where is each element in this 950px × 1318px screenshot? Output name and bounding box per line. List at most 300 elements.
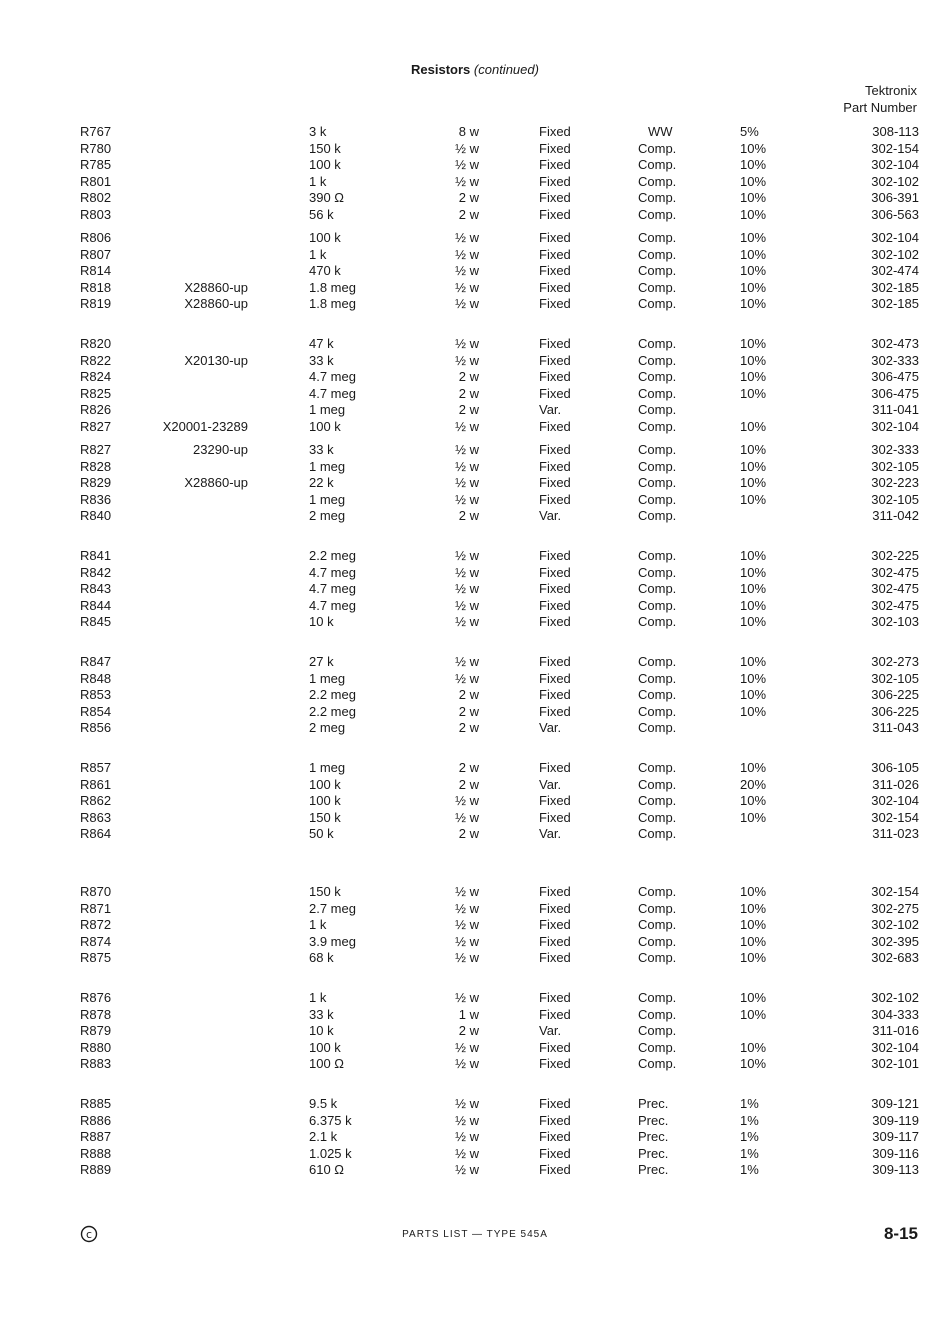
construction: Comp. bbox=[638, 336, 677, 351]
construction: Comp. bbox=[638, 385, 677, 401]
construction: Comp. bbox=[638, 190, 677, 206]
table-row bbox=[0, 190, 950, 207]
svg-text:c: c bbox=[85, 1228, 93, 1241]
part-number: 302-333 bbox=[871, 352, 919, 368]
tolerance: 10% bbox=[740, 670, 767, 686]
wattage: ½ w bbox=[455, 263, 479, 279]
resistance-value: 3.9 meg bbox=[309, 933, 356, 949]
circuit-number: R876 bbox=[80, 990, 112, 1005]
resistor-type: Fixed bbox=[539, 1112, 571, 1128]
resistor-type: Fixed bbox=[539, 950, 571, 966]
tolerance: 10% bbox=[740, 263, 767, 279]
table-row bbox=[0, 369, 950, 386]
part-number: 302-102 bbox=[871, 246, 919, 262]
tolerance: 10% bbox=[740, 173, 767, 189]
construction: Comp. bbox=[638, 508, 677, 524]
circuit-number: R857 bbox=[80, 760, 112, 775]
circuit-number: R802 bbox=[80, 190, 112, 206]
table-row bbox=[0, 793, 950, 810]
construction: Comp. bbox=[638, 950, 677, 966]
wattage: ½ w bbox=[455, 900, 479, 916]
resistance-value: 10 k bbox=[309, 614, 334, 630]
wattage: ½ w bbox=[455, 809, 479, 825]
resistor-type: Fixed bbox=[539, 614, 571, 630]
resistor-type: Fixed bbox=[539, 1162, 571, 1178]
row-group bbox=[0, 124, 950, 230]
circuit-number: R801 bbox=[80, 173, 112, 189]
tolerance: 10% bbox=[740, 564, 767, 580]
title-suffix: (continued) bbox=[473, 62, 539, 77]
resistance-value: 22 k bbox=[309, 475, 334, 491]
table-row bbox=[0, 1007, 950, 1024]
table-row bbox=[0, 263, 950, 280]
construction: Comp. bbox=[638, 670, 677, 686]
page-number: 8-15 bbox=[883, 1224, 918, 1243]
construction: Comp. bbox=[638, 442, 677, 457]
construction: Comp. bbox=[638, 826, 677, 842]
table-row bbox=[0, 230, 950, 247]
part-number: 302-102 bbox=[871, 917, 919, 933]
circuit-number: R875 bbox=[80, 950, 112, 966]
resistance-value: 4.7 meg bbox=[309, 597, 356, 613]
table-row bbox=[0, 934, 950, 951]
tolerance: 10% bbox=[740, 336, 767, 351]
construction: Comp. bbox=[638, 776, 677, 792]
circuit-number: R841 bbox=[80, 548, 112, 563]
table-row bbox=[0, 442, 950, 459]
wattage: 2 w bbox=[458, 703, 479, 719]
circuit-number: R807 bbox=[80, 246, 112, 262]
resistance-value: 2 meg bbox=[309, 508, 346, 524]
resistor-type: Fixed bbox=[539, 900, 571, 916]
table-row bbox=[0, 826, 950, 843]
resistance-value: 4.7 meg bbox=[309, 385, 356, 401]
part-number: 302-273 bbox=[871, 654, 919, 669]
circuit-number: R843 bbox=[80, 581, 112, 597]
construction: Comp. bbox=[638, 614, 677, 630]
tolerance: 10% bbox=[740, 703, 767, 719]
resistor-type: Fixed bbox=[539, 190, 571, 206]
part-number: 311-026 bbox=[872, 776, 919, 792]
row-group bbox=[0, 548, 950, 654]
tolerance: 10% bbox=[740, 458, 767, 474]
construction: Comp. bbox=[638, 402, 677, 418]
wattage: ½ w bbox=[455, 1162, 479, 1178]
serial-range: X20001-23289 bbox=[162, 418, 248, 434]
resistance-value: 1 k bbox=[309, 990, 327, 1005]
serial-range: X28860-up bbox=[184, 296, 248, 312]
tolerance: 1% bbox=[740, 1096, 759, 1111]
col-head-line2: Part Number bbox=[843, 100, 917, 115]
construction: Comp. bbox=[638, 809, 677, 825]
circuit-number: R888 bbox=[80, 1145, 112, 1161]
table-row bbox=[0, 884, 950, 901]
wattage: ½ w bbox=[455, 670, 479, 686]
table-row bbox=[0, 1146, 950, 1163]
table-row bbox=[0, 508, 950, 525]
wattage: ½ w bbox=[455, 246, 479, 262]
part-number: 302-154 bbox=[871, 140, 919, 156]
tolerance: 10% bbox=[740, 884, 767, 899]
table-row bbox=[0, 704, 950, 721]
circuit-number: R819 bbox=[80, 296, 112, 312]
circuit-number: R880 bbox=[80, 1039, 112, 1055]
resistance-value: 4.7 meg bbox=[309, 564, 356, 580]
construction: Comp. bbox=[638, 720, 677, 736]
resistor-type: Fixed bbox=[539, 654, 571, 669]
table-row bbox=[0, 950, 950, 967]
resistance-value: 3 k bbox=[309, 124, 327, 139]
part-number: 302-223 bbox=[871, 475, 919, 491]
wattage: 1 w bbox=[458, 1006, 479, 1022]
tolerance: 10% bbox=[740, 933, 767, 949]
circuit-number: R827 bbox=[80, 442, 112, 457]
table-row bbox=[0, 353, 950, 370]
circuit-number: R827 bbox=[80, 418, 112, 434]
resistor-type: Fixed bbox=[539, 1056, 571, 1072]
resistor-type: Fixed bbox=[539, 687, 571, 703]
table-row bbox=[0, 777, 950, 794]
construction: WW bbox=[648, 124, 673, 139]
resistance-value: 1 k bbox=[309, 173, 327, 189]
circuit-number: R822 bbox=[80, 352, 112, 368]
circuit-number: R836 bbox=[80, 491, 112, 507]
wattage: ½ w bbox=[455, 654, 479, 669]
wattage: ½ w bbox=[455, 597, 479, 613]
tolerance: 10% bbox=[740, 809, 767, 825]
tolerance: 10% bbox=[740, 760, 767, 775]
resistor-type: Fixed bbox=[539, 385, 571, 401]
resistor-type: Fixed bbox=[539, 884, 571, 899]
resistor-type: Var. bbox=[539, 720, 562, 736]
resistance-value: 10 k bbox=[309, 1023, 334, 1039]
construction: Comp. bbox=[638, 917, 677, 933]
wattage: ½ w bbox=[455, 279, 479, 295]
circuit-number: R854 bbox=[80, 703, 112, 719]
resistor-type: Fixed bbox=[539, 458, 571, 474]
construction: Comp. bbox=[638, 1056, 677, 1072]
construction: Comp. bbox=[638, 581, 677, 597]
part-number: 302-475 bbox=[871, 597, 919, 613]
tolerance: 10% bbox=[740, 246, 767, 262]
tolerance: 10% bbox=[740, 1056, 767, 1072]
wattage: ½ w bbox=[455, 442, 479, 457]
table-row bbox=[0, 459, 950, 476]
col-head-line1: Tektronix bbox=[864, 83, 917, 98]
wattage: ½ w bbox=[455, 1145, 479, 1161]
tolerance: 10% bbox=[740, 279, 767, 295]
circuit-number: R803 bbox=[80, 206, 112, 222]
table-row bbox=[0, 581, 950, 598]
resistance-value: 1 meg bbox=[309, 760, 346, 775]
resistance-value: 33 k bbox=[309, 1006, 334, 1022]
table-row bbox=[0, 1096, 950, 1113]
resistance-value: 33 k bbox=[309, 442, 334, 457]
resistor-type: Fixed bbox=[539, 230, 571, 245]
part-number: 302-105 bbox=[871, 458, 919, 474]
construction: Comp. bbox=[638, 760, 677, 775]
table-row bbox=[0, 419, 950, 436]
circuit-number: R845 bbox=[80, 614, 112, 630]
resistance-value: 47 k bbox=[309, 336, 334, 351]
wattage: ½ w bbox=[455, 336, 479, 351]
construction: Prec. bbox=[638, 1096, 669, 1111]
part-number: 308-113 bbox=[872, 124, 919, 139]
wattage: ½ w bbox=[455, 418, 479, 434]
resistance-value: 150 k bbox=[309, 809, 341, 825]
construction: Comp. bbox=[638, 263, 677, 279]
row-group bbox=[0, 442, 950, 548]
part-number: 306-225 bbox=[871, 687, 919, 703]
resistor-type: Fixed bbox=[539, 564, 571, 580]
resistor-type: Fixed bbox=[539, 336, 571, 351]
construction: Prec. bbox=[638, 1112, 669, 1128]
tolerance: 10% bbox=[740, 654, 767, 669]
serial-range: X28860-up bbox=[184, 279, 248, 295]
table-row bbox=[0, 124, 950, 141]
resistance-value: 68 k bbox=[309, 950, 334, 966]
construction: Comp. bbox=[638, 793, 677, 809]
resistor-type: Fixed bbox=[539, 246, 571, 262]
table-row bbox=[0, 1056, 950, 1073]
wattage: ½ w bbox=[455, 157, 479, 173]
circuit-number: R863 bbox=[80, 809, 112, 825]
part-number: 302-103 bbox=[871, 614, 919, 630]
tolerance: 10% bbox=[740, 190, 767, 206]
wattage: ½ w bbox=[455, 884, 479, 899]
footer-title: PARTS LIST — TYPE 545A bbox=[402, 1229, 548, 1240]
tolerance: 10% bbox=[740, 581, 767, 597]
part-number: 302-105 bbox=[871, 670, 919, 686]
resistance-value: 1 meg bbox=[309, 491, 346, 507]
tolerance: 10% bbox=[740, 140, 767, 156]
part-number: 302-105 bbox=[871, 491, 919, 507]
part-number: 306-475 bbox=[871, 385, 919, 401]
tolerance: 10% bbox=[740, 369, 767, 385]
resistance-value: 6.375 k bbox=[309, 1112, 352, 1128]
circuit-number: R885 bbox=[80, 1096, 112, 1111]
circuit-number: R824 bbox=[80, 369, 112, 385]
part-number: 302-154 bbox=[871, 809, 919, 825]
title-main: Resistors bbox=[411, 62, 471, 77]
resistor-type: Fixed bbox=[539, 703, 571, 719]
table-row bbox=[0, 720, 950, 737]
part-number: 302-104 bbox=[871, 418, 919, 434]
wattage: ½ w bbox=[455, 1096, 479, 1111]
tolerance: 10% bbox=[740, 491, 767, 507]
wattage: ½ w bbox=[455, 1039, 479, 1055]
circuit-number: R872 bbox=[80, 917, 112, 933]
construction: Comp. bbox=[638, 458, 677, 474]
table-row bbox=[0, 296, 950, 313]
wattage: ½ w bbox=[455, 614, 479, 630]
wattage: ½ w bbox=[455, 1129, 479, 1145]
construction: Comp. bbox=[638, 990, 677, 1005]
part-number: 306-105 bbox=[871, 760, 919, 775]
table-row bbox=[0, 157, 950, 174]
tolerance: 10% bbox=[740, 442, 767, 457]
circuit-number: R864 bbox=[80, 826, 112, 842]
circuit-number: R842 bbox=[80, 564, 112, 580]
resistor-type: Fixed bbox=[539, 157, 571, 173]
resistance-value: 2.1 k bbox=[309, 1129, 338, 1145]
table-row bbox=[0, 810, 950, 827]
resistance-value: 1.8 meg bbox=[309, 279, 356, 295]
resistor-type: Fixed bbox=[539, 1006, 571, 1022]
wattage: ½ w bbox=[455, 564, 479, 580]
circuit-number: R820 bbox=[80, 336, 112, 351]
part-number: 302-475 bbox=[871, 564, 919, 580]
resistor-type: Fixed bbox=[539, 990, 571, 1005]
table-row bbox=[0, 174, 950, 191]
construction: Comp. bbox=[638, 230, 677, 245]
part-number: 302-102 bbox=[871, 173, 919, 189]
circuit-number: R828 bbox=[80, 458, 112, 474]
page-title bbox=[0, 62, 950, 77]
part-number: 311-041 bbox=[872, 402, 919, 418]
construction: Comp. bbox=[638, 900, 677, 916]
resistor-type: Fixed bbox=[539, 206, 571, 222]
circuit-number: R878 bbox=[80, 1006, 112, 1022]
resistor-type: Fixed bbox=[539, 548, 571, 563]
resistance-value: 100 k bbox=[309, 230, 341, 245]
resistor-type: Var. bbox=[539, 402, 562, 418]
wattage: ½ w bbox=[455, 296, 479, 312]
tolerance: 10% bbox=[740, 296, 767, 312]
construction: Comp. bbox=[638, 369, 677, 385]
resistance-value: 100 k bbox=[309, 1039, 341, 1055]
wattage: ½ w bbox=[455, 230, 479, 245]
part-number: 304-333 bbox=[871, 1006, 919, 1022]
wattage: ½ w bbox=[455, 140, 479, 156]
part-number: 302-104 bbox=[871, 157, 919, 173]
circuit-number: R871 bbox=[80, 900, 112, 916]
tolerance: 10% bbox=[740, 206, 767, 222]
part-number: 309-119 bbox=[872, 1112, 919, 1128]
tolerance: 10% bbox=[740, 157, 767, 173]
wattage: 2 w bbox=[458, 206, 479, 222]
part-number: 302-104 bbox=[871, 793, 919, 809]
tolerance: 10% bbox=[740, 1039, 767, 1055]
resistance-value: 1.025 k bbox=[309, 1145, 352, 1161]
wattage: ½ w bbox=[455, 475, 479, 491]
resistor-type: Fixed bbox=[539, 933, 571, 949]
tolerance: 10% bbox=[740, 687, 767, 703]
resistance-value: 1 k bbox=[309, 917, 327, 933]
tolerance: 10% bbox=[740, 917, 767, 933]
construction: Comp. bbox=[638, 933, 677, 949]
resistance-value: 4.7 meg bbox=[309, 581, 356, 597]
resistance-value: 150 k bbox=[309, 140, 341, 156]
tolerance: 10% bbox=[740, 548, 767, 563]
resistance-value: 4.7 meg bbox=[309, 369, 356, 385]
row-group bbox=[0, 230, 950, 336]
part-number: 302-225 bbox=[871, 548, 919, 563]
resistance-value: 470 k bbox=[309, 263, 341, 279]
resistor-type: Fixed bbox=[539, 809, 571, 825]
part-number: 302-185 bbox=[871, 279, 919, 295]
resistor-type: Fixed bbox=[539, 442, 571, 457]
construction: Comp. bbox=[638, 703, 677, 719]
tolerance: 10% bbox=[740, 597, 767, 613]
resistance-value: 1 k bbox=[309, 246, 327, 262]
wattage: ½ w bbox=[455, 1056, 479, 1072]
resistor-type: Fixed bbox=[539, 418, 571, 434]
circuit-number: R848 bbox=[80, 670, 112, 686]
circuit-number: R844 bbox=[80, 597, 112, 613]
resistance-value: 33 k bbox=[309, 352, 334, 368]
resistance-value: 27 k bbox=[309, 654, 334, 669]
table-row bbox=[0, 386, 950, 403]
table-row bbox=[0, 565, 950, 582]
wattage: ½ w bbox=[455, 917, 479, 933]
construction: Comp. bbox=[638, 475, 677, 491]
page-footer bbox=[0, 1224, 950, 1248]
construction: Comp. bbox=[638, 206, 677, 222]
resistor-type: Fixed bbox=[539, 475, 571, 491]
table-row bbox=[0, 1023, 950, 1040]
row-group bbox=[0, 884, 950, 990]
resistance-value: 100 k bbox=[309, 157, 341, 173]
circuit-number: R887 bbox=[80, 1129, 112, 1145]
resistor-type: Fixed bbox=[539, 263, 571, 279]
wattage: ½ w bbox=[455, 793, 479, 809]
resistance-value: 1 meg bbox=[309, 670, 346, 686]
tolerance: 10% bbox=[740, 900, 767, 916]
wattage: ½ w bbox=[455, 581, 479, 597]
table-row bbox=[0, 402, 950, 419]
resistance-value: 100 k bbox=[309, 793, 341, 809]
tolerance: 10% bbox=[740, 793, 767, 809]
resistance-value: 2.2 meg bbox=[309, 548, 356, 563]
wattage: 2 w bbox=[458, 369, 479, 385]
circuit-number: R814 bbox=[80, 263, 112, 279]
resistor-type: Fixed bbox=[539, 917, 571, 933]
row-group bbox=[0, 336, 950, 442]
serial-range: X28860-up bbox=[184, 475, 248, 491]
wattage: 2 w bbox=[458, 1023, 479, 1039]
construction: Comp. bbox=[638, 279, 677, 295]
table-row bbox=[0, 1040, 950, 1057]
table-row bbox=[0, 548, 950, 565]
table-row bbox=[0, 1129, 950, 1146]
resistance-value: 1 meg bbox=[309, 458, 346, 474]
circuit-number: R847 bbox=[80, 654, 112, 669]
construction: Prec. bbox=[638, 1129, 669, 1145]
part-number: 311-023 bbox=[872, 826, 919, 842]
resistance-value: 2 meg bbox=[309, 720, 346, 736]
row-group bbox=[0, 760, 950, 884]
tolerance: 1% bbox=[740, 1162, 759, 1178]
wattage: ½ w bbox=[455, 548, 479, 563]
resistance-value: 1.8 meg bbox=[309, 296, 356, 312]
resistor-type: Fixed bbox=[539, 793, 571, 809]
part-number: 302-101 bbox=[871, 1056, 919, 1072]
construction: Comp. bbox=[638, 491, 677, 507]
resistor-type: Fixed bbox=[539, 1039, 571, 1055]
row-group bbox=[0, 654, 950, 760]
construction: Comp. bbox=[638, 548, 677, 563]
circuit-number: R879 bbox=[80, 1023, 112, 1039]
row-group bbox=[0, 1096, 950, 1202]
resistor-type: Fixed bbox=[539, 1145, 571, 1161]
construction: Prec. bbox=[638, 1162, 669, 1178]
wattage: 2 w bbox=[458, 776, 479, 792]
circuit-number: R870 bbox=[80, 884, 112, 899]
resistor-type: Fixed bbox=[539, 173, 571, 189]
construction: Comp. bbox=[638, 173, 677, 189]
resistor-type: Fixed bbox=[539, 296, 571, 312]
